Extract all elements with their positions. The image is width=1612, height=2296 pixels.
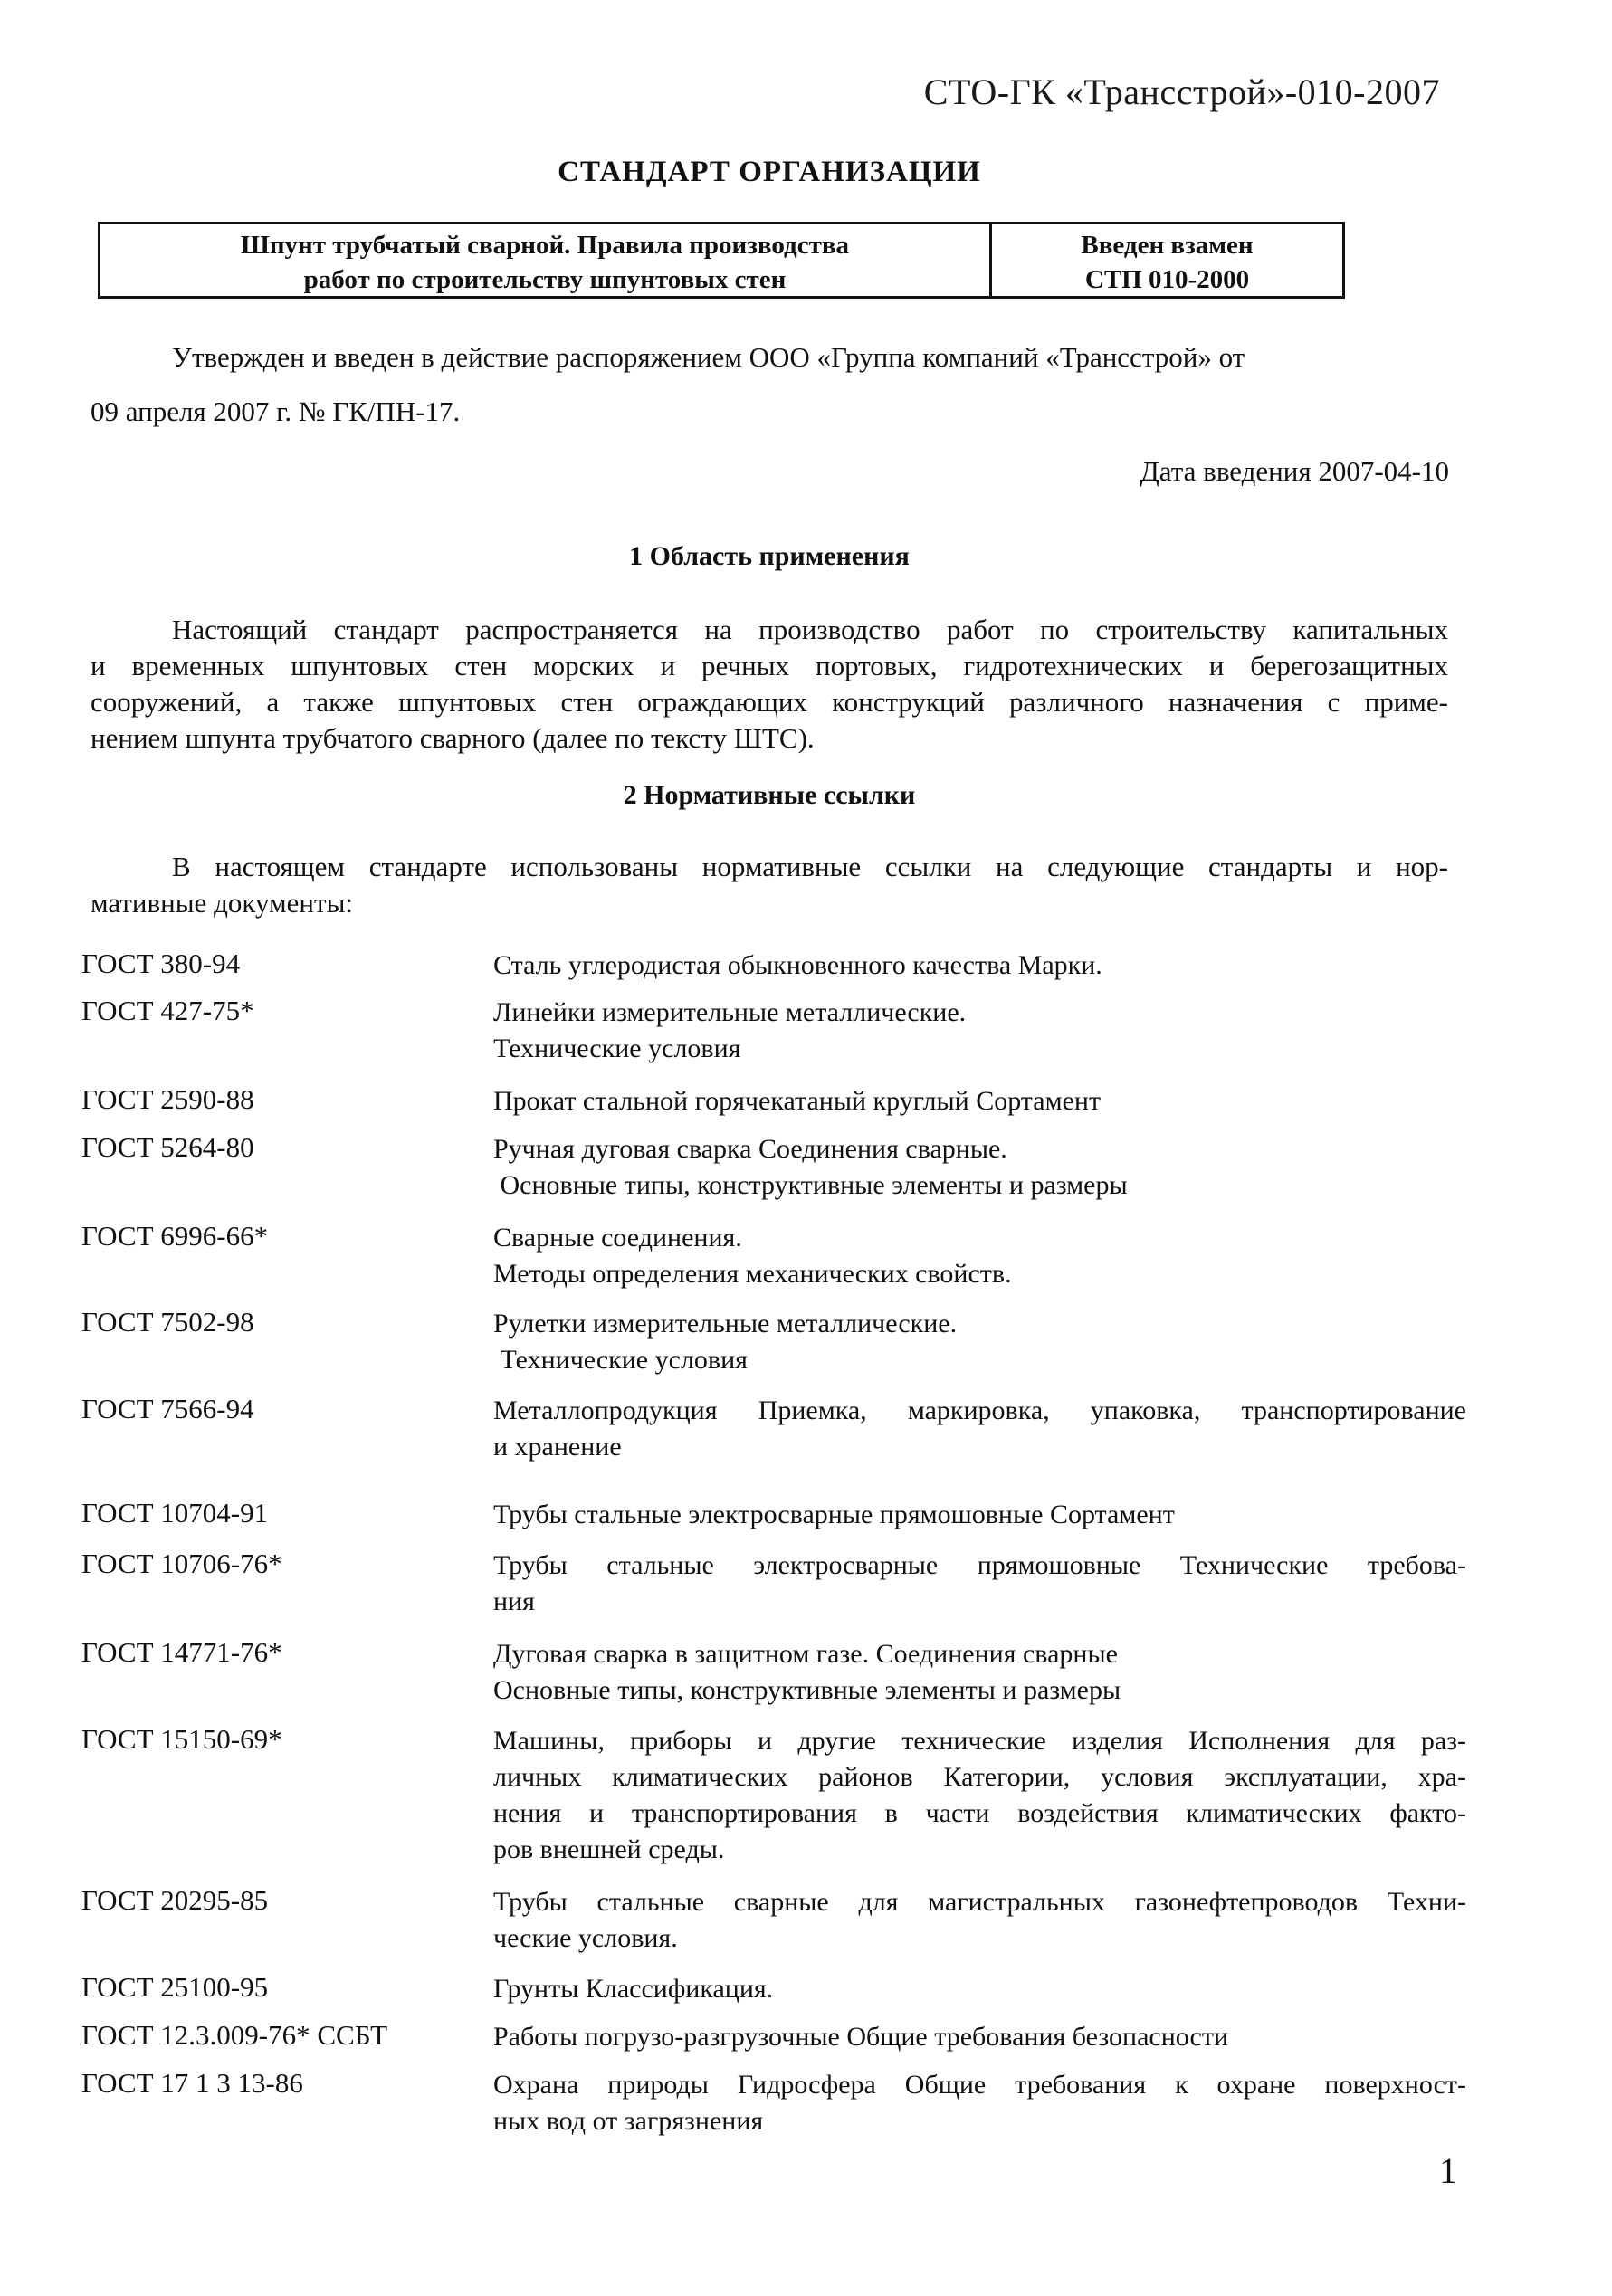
approval-text-line: 09 апреля 2007 г. № ГК/ПН-17. [91,395,461,427]
reference-title: Работы погрузо-разгрузочные Общие требования безопасности [493,2022,1228,2052]
reference-code: ГОСТ 7566-94 [81,1393,254,1424]
standard-title-line: работ по строительству шпунтовых стен [303,265,787,294]
reference-code: ГОСТ 20295-85 [81,1884,269,1916]
section-heading-references: 2 Нормативные ссылки [623,780,916,810]
paragraph-line: Настоящий стандарт распространяется на производство работ по строительству капитальных [172,614,1448,645]
reference-title: Трубы стальные электросварные прямошовные Сортамент [493,1500,1175,1529]
reference-code: ГОСТ 17 1 3 13-86 [81,2067,303,2099]
approval-text-line: Утвержден и введен в действие распоряжением ООО «Группа компаний «Трансстрой» от [172,341,1245,373]
replaced-standard: СТП 010-2000 [1084,265,1250,294]
paragraph-line: и временных шпунтовых стен морских и речных портовых, гидротехнических и берегозащитных [91,650,1448,681]
replaces-label: Введен взамен [1081,231,1254,260]
reference-code: ГОСТ 14771-76* [81,1636,282,1668]
paragraph-line: В настоящем стандарте использованы нормативные ссылки на следующие стандарты и нор- [172,851,1448,882]
document-type-heading: СТАНДАРТ ОРГАНИЗАЦИИ [558,156,981,188]
reference-title: Прокат стальной горячекатаный круглый Сортамент [493,1086,1102,1116]
reference-title: Трубы стальные сварные для магистральных газонефтепроводов Техни- ческие условия. [493,1887,1466,1953]
references-intro [91,849,1448,921]
reference-title: Сварные соединения. Методы определения механических свойств. [493,1223,1012,1289]
reference-title: Линейки измерительные металлические. Технические условия [493,997,967,1063]
section-heading-scope: 1 Область применения [629,541,910,571]
reference-title: Ручная дуговая сварка Соединения сварные. Основные типы, конструктивные элементы и размеры [493,1134,1128,1200]
reference-title: Металлопродукция Приемка, маркировка, упаковка, транспортирование и хранение [493,1396,1466,1462]
document-code: СТО-ГК «Трансстрой»-010-2007 [923,71,1440,112]
reference-code: ГОСТ 10706-76* [81,1548,282,1579]
reference-title: Рулетки измерительные металлические. Технические условия [493,1309,958,1375]
standard-title-cell [100,224,992,296]
reference-code: ГОСТ 5264-80 [81,1131,254,1163]
paragraph-line: нением шпунта трубчатого сварного (далее по тексту ШТС). [91,722,815,754]
reference-code: ГОСТ 6996-66* [81,1220,269,1252]
reference-title: Грунты Классификация. [493,1974,774,2004]
title-table [98,222,1345,299]
reference-code: ГОСТ 25100-95 [81,1971,269,2003]
introduction-date: Дата введения 2007-04-10 [1140,455,1449,487]
reference-code: ГОСТ 10704-91 [81,1497,269,1529]
reference-title: Дуговая сварка в защитном газе. Соединения сварные Основные типы, конструктивные элементы и размеры [493,1639,1121,1705]
reference-code: ГОСТ 380-94 [81,948,241,979]
page-number: 1 [1439,2150,1457,2191]
paragraph-line: сооружений, а также шпунтовых стен ограждающих конструкций различного назначения с приме- [91,686,1448,718]
standard-title-line: Шпунт трубчатый сварной. Правила производства [241,231,849,260]
reference-title: Трубы стальные электросварные прямошовные Технические требова- ния [493,1550,1466,1616]
paragraph-line: мативные документы: [91,887,354,919]
reference-code: ГОСТ 12.3.009-76* ССБТ [81,2019,388,2051]
reference-code: ГОСТ 7502-98 [81,1306,254,1338]
reference-code: ГОСТ 2590-88 [81,1083,254,1115]
reference-title: Машины, приборы и другие технические изделия Исполнения для раз- личных климатических районов Категории, условия эксплуатации, хра- нения и транспортирования в части воздействия климатических факто- ров внешней среды. [493,1726,1466,1864]
scope-paragraph [91,612,1448,757]
reference-title: Сталь углеродистая обыкновенного качества Марки. [493,950,1102,980]
replaces-cell [992,224,1342,296]
reference-title: Охрана природы Гидросфера Общие требования к охране поверхност- ных вод от загрязнения [493,2070,1466,2136]
reference-code: ГОСТ 427-75* [81,995,254,1026]
reference-code: ГОСТ 15150-69* [81,1723,282,1755]
